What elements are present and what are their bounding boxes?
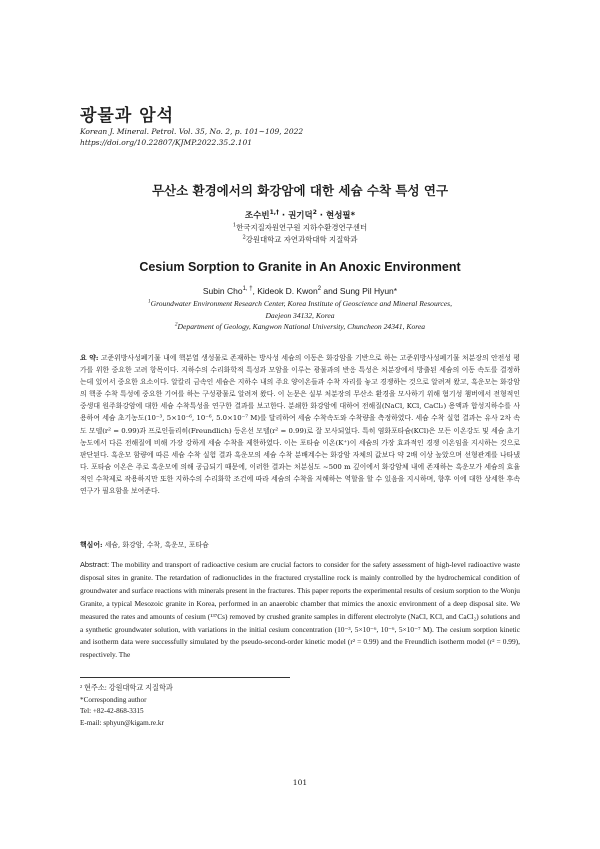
english-abstract-text: The mobility and transport of radioactive cesium are crucial factors to consider for the safety assessment of high-level radioactive waste disposal sites in granite. The retardation of radionuclides in the fractured crystalline rock is mainly controlled by the hydrochemical condition of groundwater and surface reactions with minerals present in the fractures. This paper reports the experimental results of cesium sorption to the Wonju Granite, a typical Mesozoic granite in Korea, performed in an anaerobic chamber that mimics the anoxic environment of a deep disposal site. We measured the rates and amounts of cesium (¹³⁷Cs) removed by crushed granite samples in different electrolyte (NaCl, KCl, and CaCl₂) solutions and a synthetic groundwater solution, with variations in the initial cesium concentration (10⁻³, 5×10⁻⁶, 10⁻⁶, 5×10⁻⁷ M). The cesium sorption kinetic and isotherm data were successfully simulated by the pseudo-second-order kinetic model (r² = 0.99) and the Freundlich isotherm model (r² = 0.99), respectively. The <box>80 560 521 660</box>
doi-link[interactable]: https://doi.org/10.22807/KJMP.2022.35.2.101 <box>80 138 252 147</box>
affiliation-en-1: $^1$Groundwater Environment Research Center, Korea Institute of Geoscience and Mineral Resources, <box>147 298 453 308</box>
korean-affiliations <box>0 222 600 245</box>
footnote-corresponding: *Corresponding author <box>80 695 147 704</box>
footnote-current-address: ² 현주소: 강원대학교 지질학과 <box>80 684 173 692</box>
korean-abstract <box>80 352 520 497</box>
affiliation-ko-1: $^1$한국지질자원연구원 지하수환경연구센터 <box>232 222 368 232</box>
footnote-tel: Tel: +82-42-868-3315 <box>80 707 144 715</box>
author-ko-1: 조수빈 <box>244 211 270 221</box>
author-ko-2: · 권기덕 <box>278 211 313 221</box>
author-en-2: , Kideok D. Kwon <box>252 286 318 296</box>
affiliation-ko-2: $^2$강원대학교 자연과학대학 지질학과 <box>242 234 358 244</box>
footnote-email[interactable]: E-mail: sphyun@kigam.re.kr <box>80 718 164 727</box>
author-ko-3: · 현성필* <box>316 211 356 221</box>
page-number: 101 <box>292 778 308 787</box>
english-authors: Subin Cho$^{1, \dagger}$, Kideok D. Kwon$^2$ and Sung Pil Hyun* <box>202 286 398 296</box>
footnote-divider <box>80 677 290 678</box>
affiliation-en-1-city: Daejeon 34132, Korea <box>265 310 335 320</box>
footnotes <box>80 683 173 729</box>
author-en-1: Subin Cho <box>202 286 243 296</box>
citation-block <box>80 126 303 148</box>
korean-abstract-label: 요 약: <box>80 354 99 362</box>
korean-keywords <box>80 539 520 549</box>
citation: Korean J. Mineral. Petrol. Vol. 35, No. 2, p. 101~109, 2022 <box>80 127 304 136</box>
english-abstract <box>80 559 520 662</box>
korean-keywords-text: 세슘, 화강암, 수착, 흑운모, 포타슘 <box>104 541 209 549</box>
journal-name: 광물과 암석 <box>80 106 175 126</box>
korean-abstract-text: 고준위방사성폐기물 내에 핵분열 생성물로 존재하는 방사성 세슘의 이동은 화강암을 기반으로 하는 고준위방사성폐기물 처분장의 안전성 평가를 위한 중요한 고려 항목이다. 지하수의 수리화학적 특성과 모암을 이루는 광물과의 반응 특성은 처분장에서 방출된 세슘의 이동 속도를 결정하는데 있어서 중요한 요소이다. 알칼리 금속인 세슘은 지하수 내의 주요 양이온들과 수착 자리를 놓고 경쟁하는 것으로 알려져 왔고, 흑운모는 화강암의 핵종 수착 특성에 중요한 기여를 하는 구성광물로 알려져 왔다. 이 논문은 실부 처분장의 무산소 환경을 모사하기 위해 혐기성 챔버에서 전형적인 중생대 원주화강암에 대한 세슘 수착특성을 연구한 결과를 보고한다. 분쇄한 화강암에 대하여 전해질(NaCl, KCl, CaCl₂) 용액과 합성지하수를 사용하여 세슘 초기농도(10⁻³, 5×10⁻⁶, 10⁻⁶, 5.0×10⁻⁷ M)를 달리하여 세슘 수착속도와 수착량을 측정하였다. 세슘 수착 실험 결과는 유사 2차 속도 모델(r² = 0.99)과 프로인들리히(Freundlich) 등온선 모델(r² = 0.99)로 잘 모사되었다. 특히 염화포타슘(KCl)은 모든 이온강도 및 세슘 초기농도에서 다른 전해질에 비해 가장 강하게 세슘 수착을 제한하였다. 이는 포타슘 이온(K⁺)이 세슘의 가장 효과적인 경쟁 이온임을 지시하는 것으로 판단된다. 흑운모 함량에 따른 세슘 수착 실험 결과 흑운모의 세슘 수착 분배계수는 화강암 자체의 값보다 약 2배 이상 높았으며 선형관계를 나타냈다. 포타슘 이온은 주로 흑운모에 의해 공급되기 때문에, 이러한 결과는 처분심도 ~500 m 깊이에서 화강암체 내에 존재하는 흑운모가 세슘의 효율적인 수착제로 작용하지만 또한 지하수의 수리화학 조건에 따라 세슘의 수착을 저해하는 역할을 할 수 있음을 지시하며, 향후 이에 대한 상세한 후속 연구가 필요함을 보여준다. <box>80 354 520 496</box>
korean-authors: 조수빈$^{1,\dagger}$ · 권기덕$^2$ · 현성필* <box>244 209 356 221</box>
korean-keywords-label: 핵심어: <box>80 541 103 549</box>
english-title: Cesium Sorption to Granite in An Anoxic Environment <box>139 260 461 274</box>
affiliation-en-2: $^2$Department of Geology, Kangwon National University, Chuncheon 24341, Korea <box>174 321 426 331</box>
english-affiliations <box>0 298 600 333</box>
english-abstract-label: Abstract: <box>80 560 110 569</box>
author-en-3: and Sung Pil Hyun* <box>321 286 398 296</box>
korean-title: 무산소 환경에서의 화강암에 대한 세슘 수착 특성 연구 <box>151 183 449 198</box>
